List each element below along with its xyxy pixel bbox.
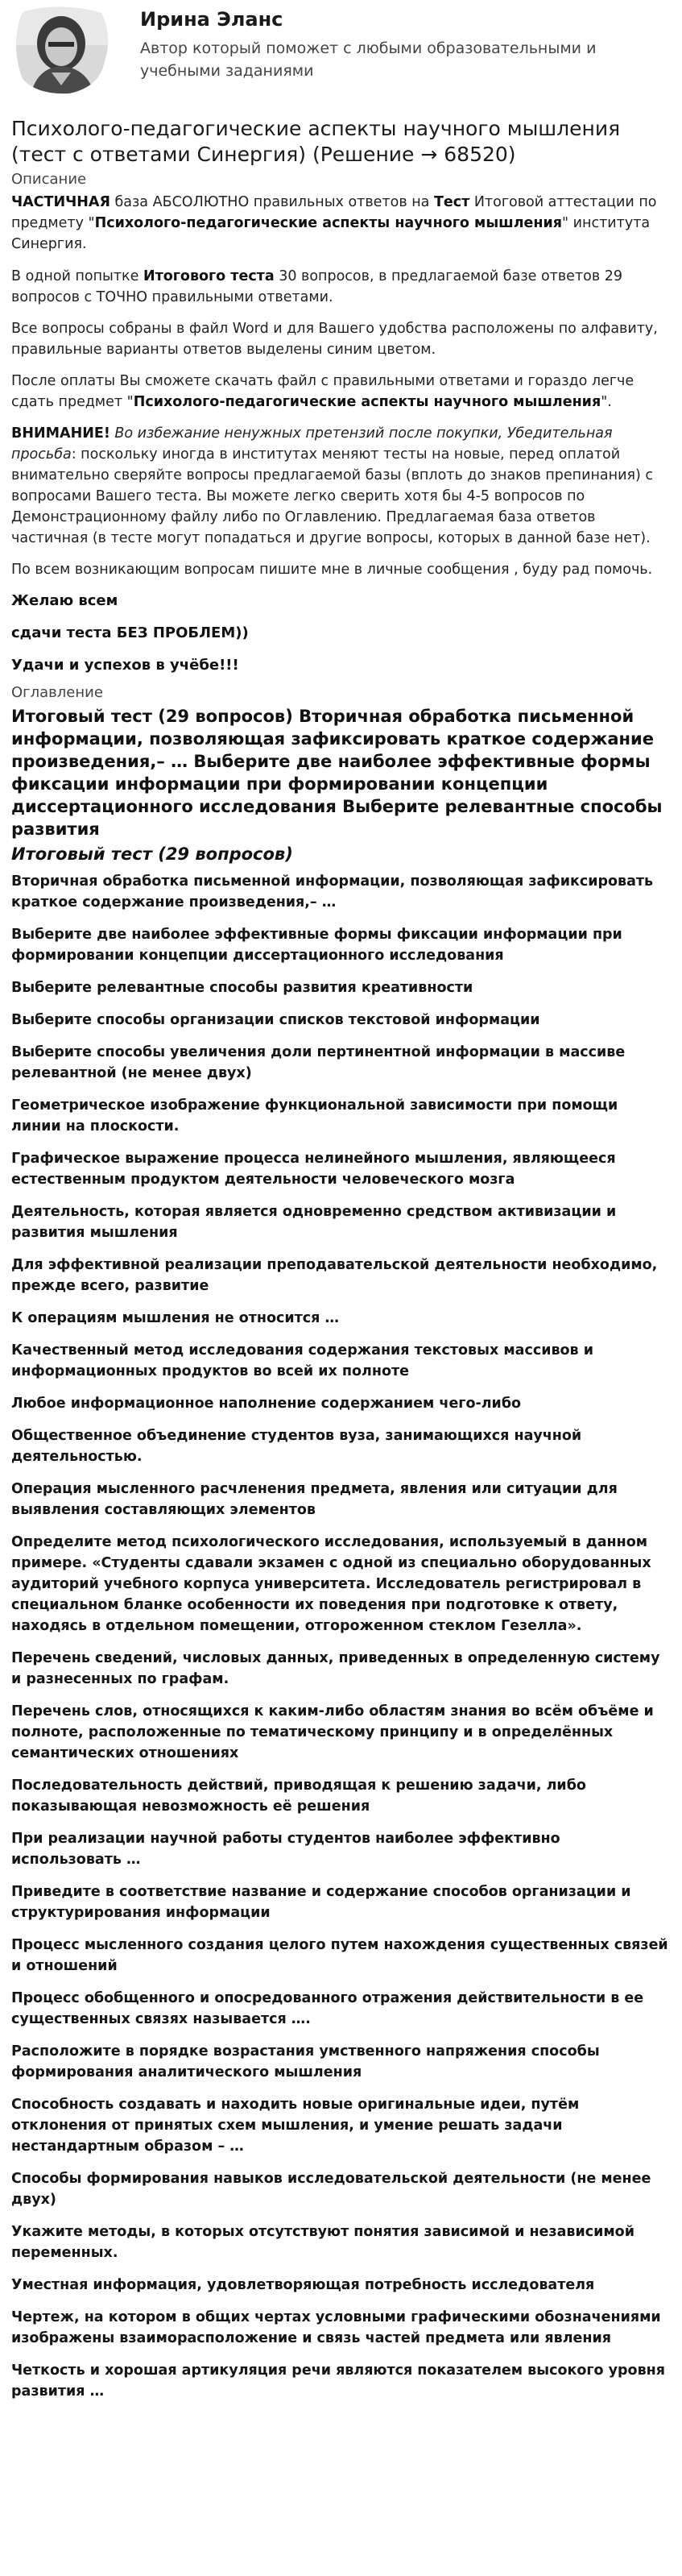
question-item: Графическое выражение процесса нелинейного мышления, являющееся естественным продуктом деятельности человеческого мозга <box>11 1151 616 1188</box>
question-item: Выберите способы увеличения доли пертинентной информации в массиве релевантной (не менее двух) <box>11 1044 626 1081</box>
contents-label: Оглавление <box>11 684 103 701</box>
question-item: Деятельность, которая является одновременно средством активизации и развития мышления <box>11 1204 617 1241</box>
text-span: В одной попытке <box>11 268 143 284</box>
text-span: " института Синергия. <box>11 215 651 252</box>
author-card <box>11 5 671 102</box>
text-span: : поскольку иногда в институтах меняют тесты на новые, перед оплатой внимательно сверяйте вопросы предлагаемой базы (вплоть до знаков препинания) с вопросами Вашего теста. Вы можете легко сверить хотя бы 4-5 вопросов по Демонстрационному файлу либо по Оглавлению. Предлагаемая база ответов частичная (в тесте могут попадаться и другие вопросы, которых в данной базе нет). <box>11 446 653 546</box>
question-item: Уместная информация, удовлетворяющая потребность исследователя <box>11 2277 595 2293</box>
partial-emphasis: ЧАСТИЧНАЯ <box>11 194 110 210</box>
description-paragraph-5 <box>11 423 671 549</box>
question-item: Чертеж, на котором в общих чертах условными графическими обозначениями изображены взаиморасположение и связь частей предмета или явления <box>11 2309 661 2346</box>
question-item: Укажите методы, в которых отсутствуют понятия зависимой и независимой переменных. <box>11 2224 634 2261</box>
final-test-emphasis: Итогового теста <box>143 268 275 284</box>
question-item: Геометрическое изображение функциональной зависимости при помощи линии на плоскости. <box>11 1097 618 1135</box>
question-item: Способность создавать и находить новые оригинальные идеи, путём отклонения от принятых схем мышления, и умение решать задачи нестандартным образом – … <box>11 2097 580 2155</box>
description-label: Описание <box>11 171 87 188</box>
question-item: Способы формирования навыков исследовательской деятельности (не менее двух) <box>11 2171 651 2208</box>
question-item: Расположите в порядке возрастания умственного напряжения способы формирования аналитического мышления <box>11 2043 600 2080</box>
subject-name: Психолого-педагогические аспекты научного мышления <box>133 394 601 410</box>
description-paragraph-1 <box>11 192 671 255</box>
author-description: Автор который поможет с любыми образовательными и учебными заданиями <box>140 39 597 80</box>
description-paragraph-3: Все вопросы собраны в файл Word и для Вашего удобства расположены по алфавиту, правильные варианты ответов выделены синим цветом. <box>11 321 658 358</box>
request-italic: Во избежание ненужных претензий после покупки, Убедительная просьба <box>11 425 613 463</box>
subject-name: Психолого-педагогические аспекты научного мышления <box>94 215 563 231</box>
question-item: Выберите способы организации списков текстовой информации <box>11 1012 540 1028</box>
contents-subheading: Итоговый тест (29 вопросов) <box>11 844 293 864</box>
description-paragraph-6: По всем возникающим вопросам пишите мне в личные сообщения , буду рад помочь. <box>11 562 653 578</box>
wish-line-3: Удачи и успехов в учёбе!!! <box>11 657 239 674</box>
contents-heading: Итоговый тест (29 вопросов) Вторичная обработка письменной информации, позволяющая зафиксировать краткое содержание произведения,– … Выберите две наиболее эффективные формы фиксации информации при формировании концепции диссертационного исследования Выберите релевантные способы развития <box>11 707 663 839</box>
test-emphasis: Тест <box>433 194 470 210</box>
question-item: При реализации научной работы студентов наиболее эффективно использовать … <box>11 1831 560 1868</box>
question-item: Определите метод психологического исследования, используемый в данном примере. «Студенты сдавали экзамен с одной из специально оборудованных аудиторий учебного корпуса университета. Исследователь регистрировал в специальном бланке особенности их поведения при подготовке к ответу, находясь в отдельном помещении, отгороженном стеклом Гезелла». <box>11 1534 651 1634</box>
question-list <box>11 871 671 2402</box>
question-item: Вторичная обработка письменной информации, позволяющая зафиксировать краткое содержание произведения,– … <box>11 873 654 911</box>
author-name[interactable]: Ирина Эланс <box>140 8 283 31</box>
text-span: 30 вопросов, в предлагаемой базе ответов 29 вопросов с ТОЧНО правильными ответами. <box>11 268 622 305</box>
question-item: Для эффективной реализации преподавательской деятельности необходимо, прежде всего, развитие <box>11 1257 658 1294</box>
author-info <box>140 5 623 82</box>
description-paragraph-4 <box>11 371 671 413</box>
question-item: Операция мысленного расчленения предмета, явления или ситуации для выявления составляющих элементов <box>11 1481 618 1518</box>
question-item: Приведите в соответствие название и содержание способов организации и структурирования информации <box>11 1884 631 1921</box>
question-item: Выберите две наиболее эффективные формы фиксации информации при формировании концепции диссертационного исследования <box>11 927 622 964</box>
question-item: Любое информационное наполнение содержанием чего-либо <box>11 1396 522 1412</box>
question-item: Общественное объединение студентов вуза, занимающихся научной деятельностью. <box>11 1428 582 1465</box>
author-avatar[interactable] <box>13 5 113 95</box>
page-title: Психолого-педагогические аспекты научного мышления (тест с ответами Синергия) (Решение → 68520) <box>11 117 621 166</box>
attention-emphasis: ВНИМАНИЕ! <box>11 425 110 442</box>
description-paragraph-2 <box>11 266 671 308</box>
question-item: Четкость и хорошая артикуляция речи являются показателем высокого уровня развития … <box>11 2362 665 2400</box>
question-item: Выберите релевантные способы развития креативности <box>11 980 473 996</box>
question-item: Перечень сведений, числовых данных, приведенных в определенную систему и разнесенных по графам. <box>11 1650 660 1687</box>
wish-line-2: сдачи теста БЕЗ ПРОБЛЕМ)) <box>11 624 249 641</box>
wish-line-1: Желаю всем <box>11 592 118 609</box>
question-item: К операциям мышления не относится … <box>11 1310 339 1326</box>
text-span: После оплаты Вы сможете скачать файл с правильными ответами и гораздо легче сдать предмет " <box>11 373 634 410</box>
text-span: база АБСОЛЮТНО правильных ответов на <box>110 194 434 210</box>
question-item: Качественный метод исследования содержания текстовых массивов и информационных продуктов во всей их полноте <box>11 1342 593 1379</box>
question-item: Процесс обобщенного и опосредованного отражения действительности в ее существенных связях называется …. <box>11 1990 644 2027</box>
question-item: Последовательность действий, приводящая к решению задачи, либо показывающая невозможность её решения <box>11 1777 586 1815</box>
text-span: Итоговой аттестации по предмету " <box>11 194 657 231</box>
question-item: Перечень слов, относящихся к каким-либо областям знания во всём объёме и полноте, расположенные по тематическому принципу и в определённых семантических отношениях <box>11 1703 654 1761</box>
avatar-photo <box>13 5 113 95</box>
text-span: ". <box>601 394 612 410</box>
question-item: Процесс мысленного создания целого путем нахождения существенных связей и отношений <box>11 1937 668 1974</box>
